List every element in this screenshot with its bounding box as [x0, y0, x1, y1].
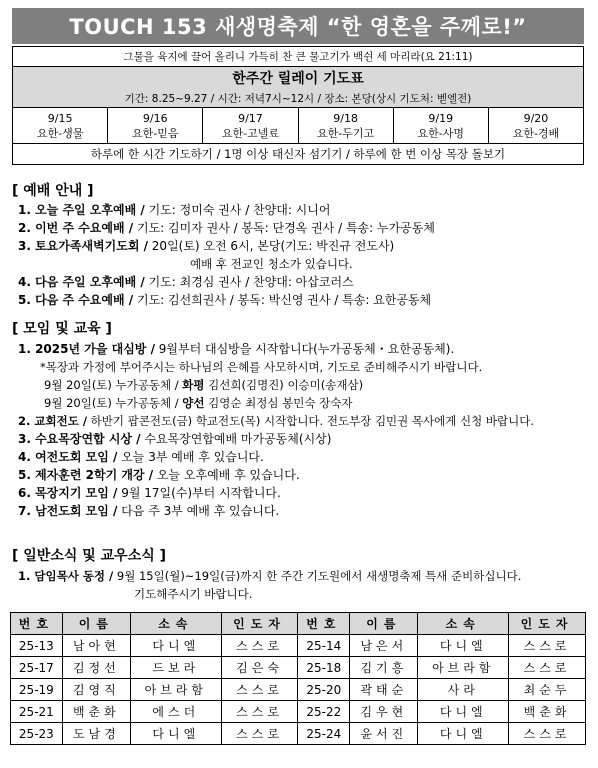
cell: 사라 [418, 679, 509, 701]
table-row [11, 635, 586, 657]
cell: 김영직 [62, 679, 130, 701]
worship-item-note: 예배 후 전교인 청소가 있습니다. [190, 257, 353, 271]
worship-item: 3. 토요가족새벽기도회 / 20일(토) 오전 6시, 본당(기도: 박진규 전도사) [18, 239, 395, 253]
relay-rules: 하루에 한 시간 기도하기 / 1명 이상 태신자 섬기기 / 하루에 한 번 이상 목장 돌보기 [90, 147, 506, 161]
news-heading: [ 일반소식 및 교우소식 ] [12, 548, 167, 564]
visit-schedule-row: 9월 20일(토) 누가공동체 / 화평 김선희(김명진) 이승미(송재삼) [44, 378, 364, 392]
cell: 최순두 [509, 679, 586, 701]
relay-days [13, 108, 583, 144]
cell: 25-22 [298, 701, 350, 723]
relay-schedule: 기간: 8.25~9.27 / 시간: 저녁7시~12시 / 장소: 본당(상시 기도처: 벧엘전) [13, 89, 583, 108]
cell: 아브라함 [418, 657, 509, 679]
festival-banner: TOUCH 153 새생명축제 “한 영혼을 주께로!” [12, 8, 584, 44]
cell: 윤서진 [350, 723, 418, 745]
cell: 스스로 [509, 657, 586, 679]
meeting-list [18, 340, 588, 520]
worship-item: 4. 다음 주일 오후예배 / 기도: 최경심 권사 / 찬양대: 아삽코러스 [18, 275, 354, 289]
cell: 25-20 [298, 679, 350, 701]
meeting-note: *목장과 가정에 부어주시는 하나님의 은혜를 사모하시며, 기도로 준비해주시기 바랍니다. [40, 360, 483, 374]
cell: 스스로 [221, 701, 298, 723]
col-header: 소속 [131, 613, 222, 635]
prayer-relay-box [12, 46, 584, 165]
cell: 남아현 [62, 635, 130, 657]
col-header: 번호 [11, 613, 63, 635]
relay-day: 9/18 요한-두기고 [299, 108, 394, 143]
cell: 25-23 [11, 723, 63, 745]
meeting-item: 5. 제자훈련 2학기 개강 / 오늘 오후예배 후 있습니다. [18, 468, 300, 482]
worship-item: 2. 이번 주 수요예배 / 기도: 김미자 권사 / 봉독: 단경옥 권사 / 특송: 누가공동체 [18, 221, 435, 235]
cell: 다니엘 [131, 723, 222, 745]
table-row [11, 679, 586, 701]
meeting-item: 6. 목장지기 모임 / 9월 17일(수)부터 시작합니다. [18, 486, 281, 500]
news-item: 1. 담임목사 동정 / 9월 15일(월)~19일(금)까지 한 주간 기도원에서 새생명축제 특새 준비하십니다. [18, 569, 522, 583]
cell: 25-17 [11, 657, 63, 679]
cell: 김우현 [350, 701, 418, 723]
relay-day: 9/17 요한-고넬료 [203, 108, 298, 143]
table-row [11, 723, 586, 745]
cell: 25-14 [298, 635, 350, 657]
cell: 김정선 [62, 657, 130, 679]
cell: 스스로 [221, 679, 298, 701]
cell: 스스로 [509, 635, 586, 657]
cell: 남은서 [350, 635, 418, 657]
new-members-table [10, 612, 586, 745]
bible-verse: 그물을 육지에 끌어 올리니 가득히 찬 큰 물고기가 백쉰 세 마리라(요 21:11) [13, 47, 583, 67]
cell: 스스로 [221, 723, 298, 745]
cell: 다니엘 [418, 701, 509, 723]
cell: 도남경 [62, 723, 130, 745]
col-header: 번호 [298, 613, 350, 635]
news-list [18, 567, 588, 603]
cell: 에스더 [131, 701, 222, 723]
meeting-item: 2. 교회전도 / 하반기 팝콘전도(금) 학교전도(목) 시작합니다. 전도부장 김민권 목사에게 신청 바랍니다. [18, 414, 534, 428]
table-header-row [11, 613, 586, 635]
cell: 25-13 [11, 635, 63, 657]
worship-item: 5. 다음 주 수요예배 / 기도: 김선희권사 / 봉독: 박신영 권사 / 특송: 요한공동체 [18, 293, 432, 307]
news-item-note: 기도해주시기 바랍니다. [134, 587, 253, 601]
cell: 백춘화 [62, 701, 130, 723]
visit-schedule-row: 9월 20일(토) 누가공동체 / 양선 김영순 최정심 봉민숙 장숙자 [44, 396, 353, 410]
worship-item: 1. 오늘 주일 오후예배 / 기도: 정미숙 권사 / 찬양대: 시니어 [18, 203, 331, 217]
meeting-item: 7. 남전도회 모임 / 다음 주 3부 예배 후 있습니다. [18, 504, 280, 518]
col-header: 인도자 [221, 613, 298, 635]
meeting-item: 3. 수요목장연합 시상 / 수요목장연합예배 마가공동체(시상) [18, 432, 332, 446]
worship-heading: [ 예배 안내 ] [12, 183, 94, 199]
cell: 드보라 [131, 657, 222, 679]
cell: 백춘화 [509, 701, 586, 723]
meeting-heading: [ 모임 및 교육 ] [12, 321, 112, 337]
worship-list [18, 201, 588, 309]
cell: 다니엘 [131, 635, 222, 657]
cell: 김기흥 [350, 657, 418, 679]
cell: 스스로 [509, 723, 586, 745]
relay-day: 9/15 요한-생물 [13, 108, 108, 143]
cell: 곽태순 [350, 679, 418, 701]
col-header: 소속 [418, 613, 509, 635]
cell: 아브라함 [131, 679, 222, 701]
cell: 25-21 [11, 701, 63, 723]
cell: 다니엘 [418, 635, 509, 657]
col-header: 인도자 [509, 613, 586, 635]
cell: 25-18 [298, 657, 350, 679]
relay-day: 9/16 요한-믿음 [108, 108, 203, 143]
meeting-item: 1. 2025년 가을 대심방 / 9월부터 대심방을 시작합니다(누가공동체・요한공동체). [18, 342, 455, 356]
relay-day: 9/20 요한-경배 [512, 112, 560, 140]
meeting-item: 4. 여전도회 모임 / 오늘 3부 예배 후 있습니다. [18, 450, 264, 464]
table-row [11, 657, 586, 679]
table-row [11, 701, 586, 723]
cell: 25-24 [298, 723, 350, 745]
col-header: 이름 [62, 613, 130, 635]
col-header: 이름 [350, 613, 418, 635]
relay-day: 9/19 요한-사명 [394, 108, 489, 143]
cell: 김은숙 [221, 657, 298, 679]
relay-title: 한주간 릴레이 기도표 [13, 67, 583, 89]
cell: 스스로 [221, 635, 298, 657]
cell: 25-19 [11, 679, 63, 701]
cell: 다니엘 [418, 723, 509, 745]
